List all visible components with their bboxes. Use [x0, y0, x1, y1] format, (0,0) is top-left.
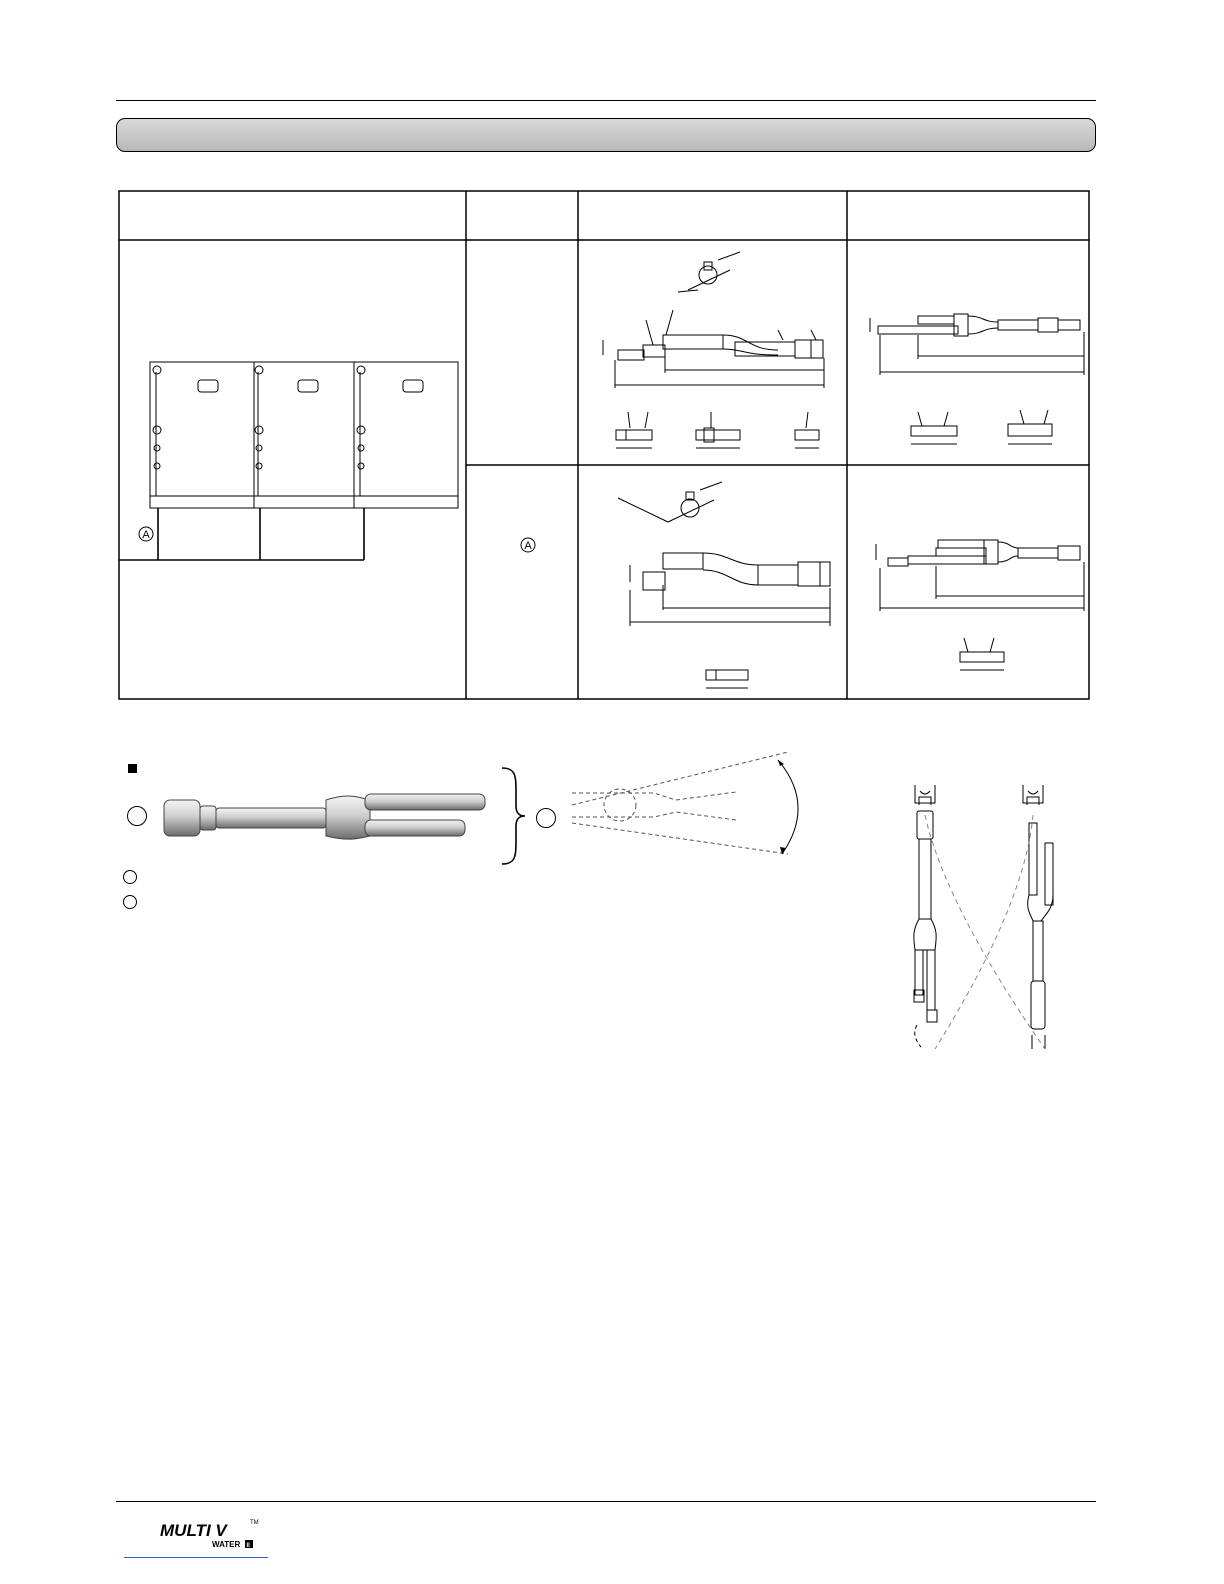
logo-sub: WATER: [212, 1540, 241, 1549]
note-circle-1: [123, 870, 137, 884]
section-title-banner: [116, 118, 1096, 152]
branch-pipe-spec-table: [118, 190, 1090, 700]
brace-symbol: [498, 766, 528, 866]
branch-angle-diagram: [566, 750, 816, 865]
item-circle-1: [127, 806, 147, 826]
footer-link-underline: [124, 1557, 268, 1558]
bullet-square: [128, 764, 137, 773]
row-marker-label: A: [524, 540, 532, 552]
item-circle-2: [536, 808, 556, 828]
logo-tm: TM: [250, 1520, 259, 1526]
logo-text: MULTI V: [160, 1521, 227, 1540]
marker-a-label: A: [142, 529, 150, 541]
note-circle-2: [123, 895, 137, 909]
multi-v-water-logo: [158, 1512, 268, 1552]
vertical-installation-drawing: [905, 785, 1065, 1055]
branch-drawing-row1-liquid: [603, 252, 824, 448]
table-border: [119, 191, 1089, 699]
y-branch-pipe-illustration: [160, 770, 500, 870]
branch-drawing-row2-liquid: [618, 482, 830, 688]
header-rule: [116, 100, 1096, 101]
footer-rule: [116, 1501, 1096, 1502]
branch-drawing-row1-gas: [870, 314, 1084, 444]
outdoor-units-drawing: [119, 362, 458, 560]
logo-sub-box: II: [246, 1543, 250, 1549]
branch-drawing-row2-gas: [876, 540, 1084, 670]
